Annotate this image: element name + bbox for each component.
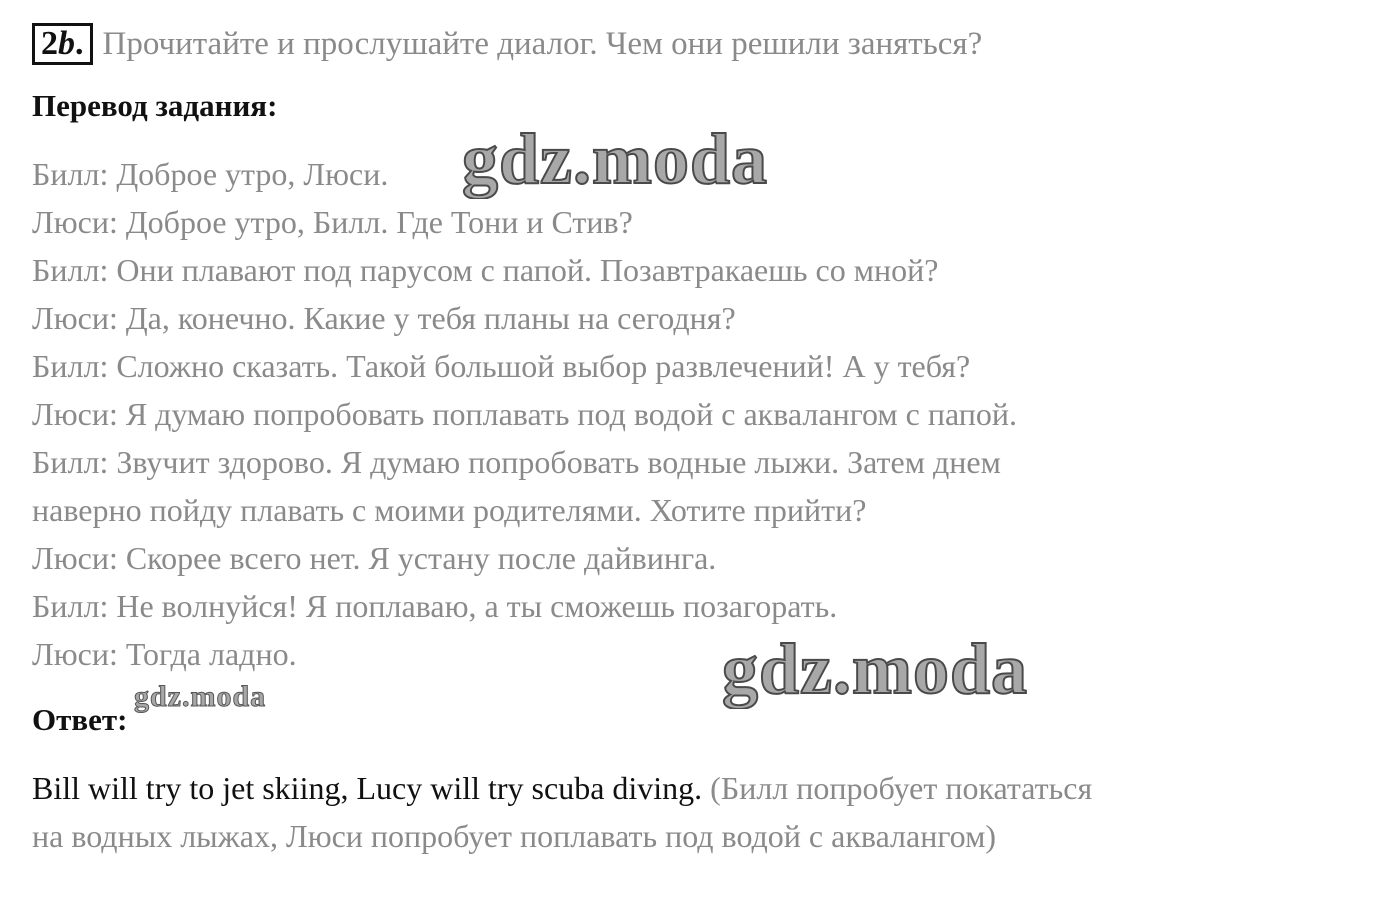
dialog-line: Билл: Сложно сказать. Такой большой выбор развлечений! А у тебя?: [32, 348, 971, 384]
dialog-line: Люси: Тогда ладно.: [32, 636, 297, 672]
task-number: 2: [41, 25, 58, 62]
answer-line-1: [32, 764, 1362, 812]
translation-heading: Перевод задания:: [32, 88, 278, 123]
answer-english: Bill will try to jet skiing, Lucy will try scuba diving.: [32, 770, 703, 806]
watermark-logo: gdz.moda: [462, 119, 769, 199]
dialog-translation: [32, 150, 1362, 678]
dialog-line: Люси: Скорее всего нет. Я устану после дайвинга.: [32, 540, 717, 576]
watermark-logo-small: gdz.moda: [134, 680, 267, 713]
watermark-logo: gdz.moda: [722, 629, 1029, 709]
dialog-line: Люси: Да, конечно. Какие у тебя планы на сегодня?: [32, 300, 736, 336]
answer-text: [32, 764, 1362, 860]
task-number-box: [32, 23, 93, 65]
dialog-line: Люси: Доброе утро, Билл. Где Тони и Стив?: [32, 204, 633, 240]
dialog-line: Люси: Я думаю попробовать поплавать под водой с аквалангом с папой.: [32, 396, 1018, 432]
task-instruction: Прочитайте и прослушайте диалог. Чем они решили заняться?: [102, 25, 983, 62]
dialog-line: Билл: Звучит здорово. Я думаю попробовать водные лыжи. Затем днем: [32, 444, 1001, 480]
answer-russian-part2: на водных лыжах, Люси попробует поплавать под водой с аквалангом): [32, 818, 996, 854]
dialog-line: Билл: Они плавают под парусом с папой. Позавтракаешь со мной?: [32, 252, 939, 288]
task-dot: .: [75, 25, 84, 62]
dialog-line: Билл: Не волнуйся! Я поплаваю, а ты сможешь позагорать.: [32, 588, 838, 624]
dialog-line: Билл: Доброе утро, Люси.: [32, 156, 389, 192]
task-letter: b: [58, 25, 75, 62]
dialog-line: наверно пойду плавать с моими родителями. Хотите прийти?: [32, 492, 867, 528]
task-header: [32, 20, 982, 68]
answer-heading: Ответ:: [32, 702, 128, 737]
answer-russian-part1: (Билл попробует покататься: [710, 770, 1093, 806]
